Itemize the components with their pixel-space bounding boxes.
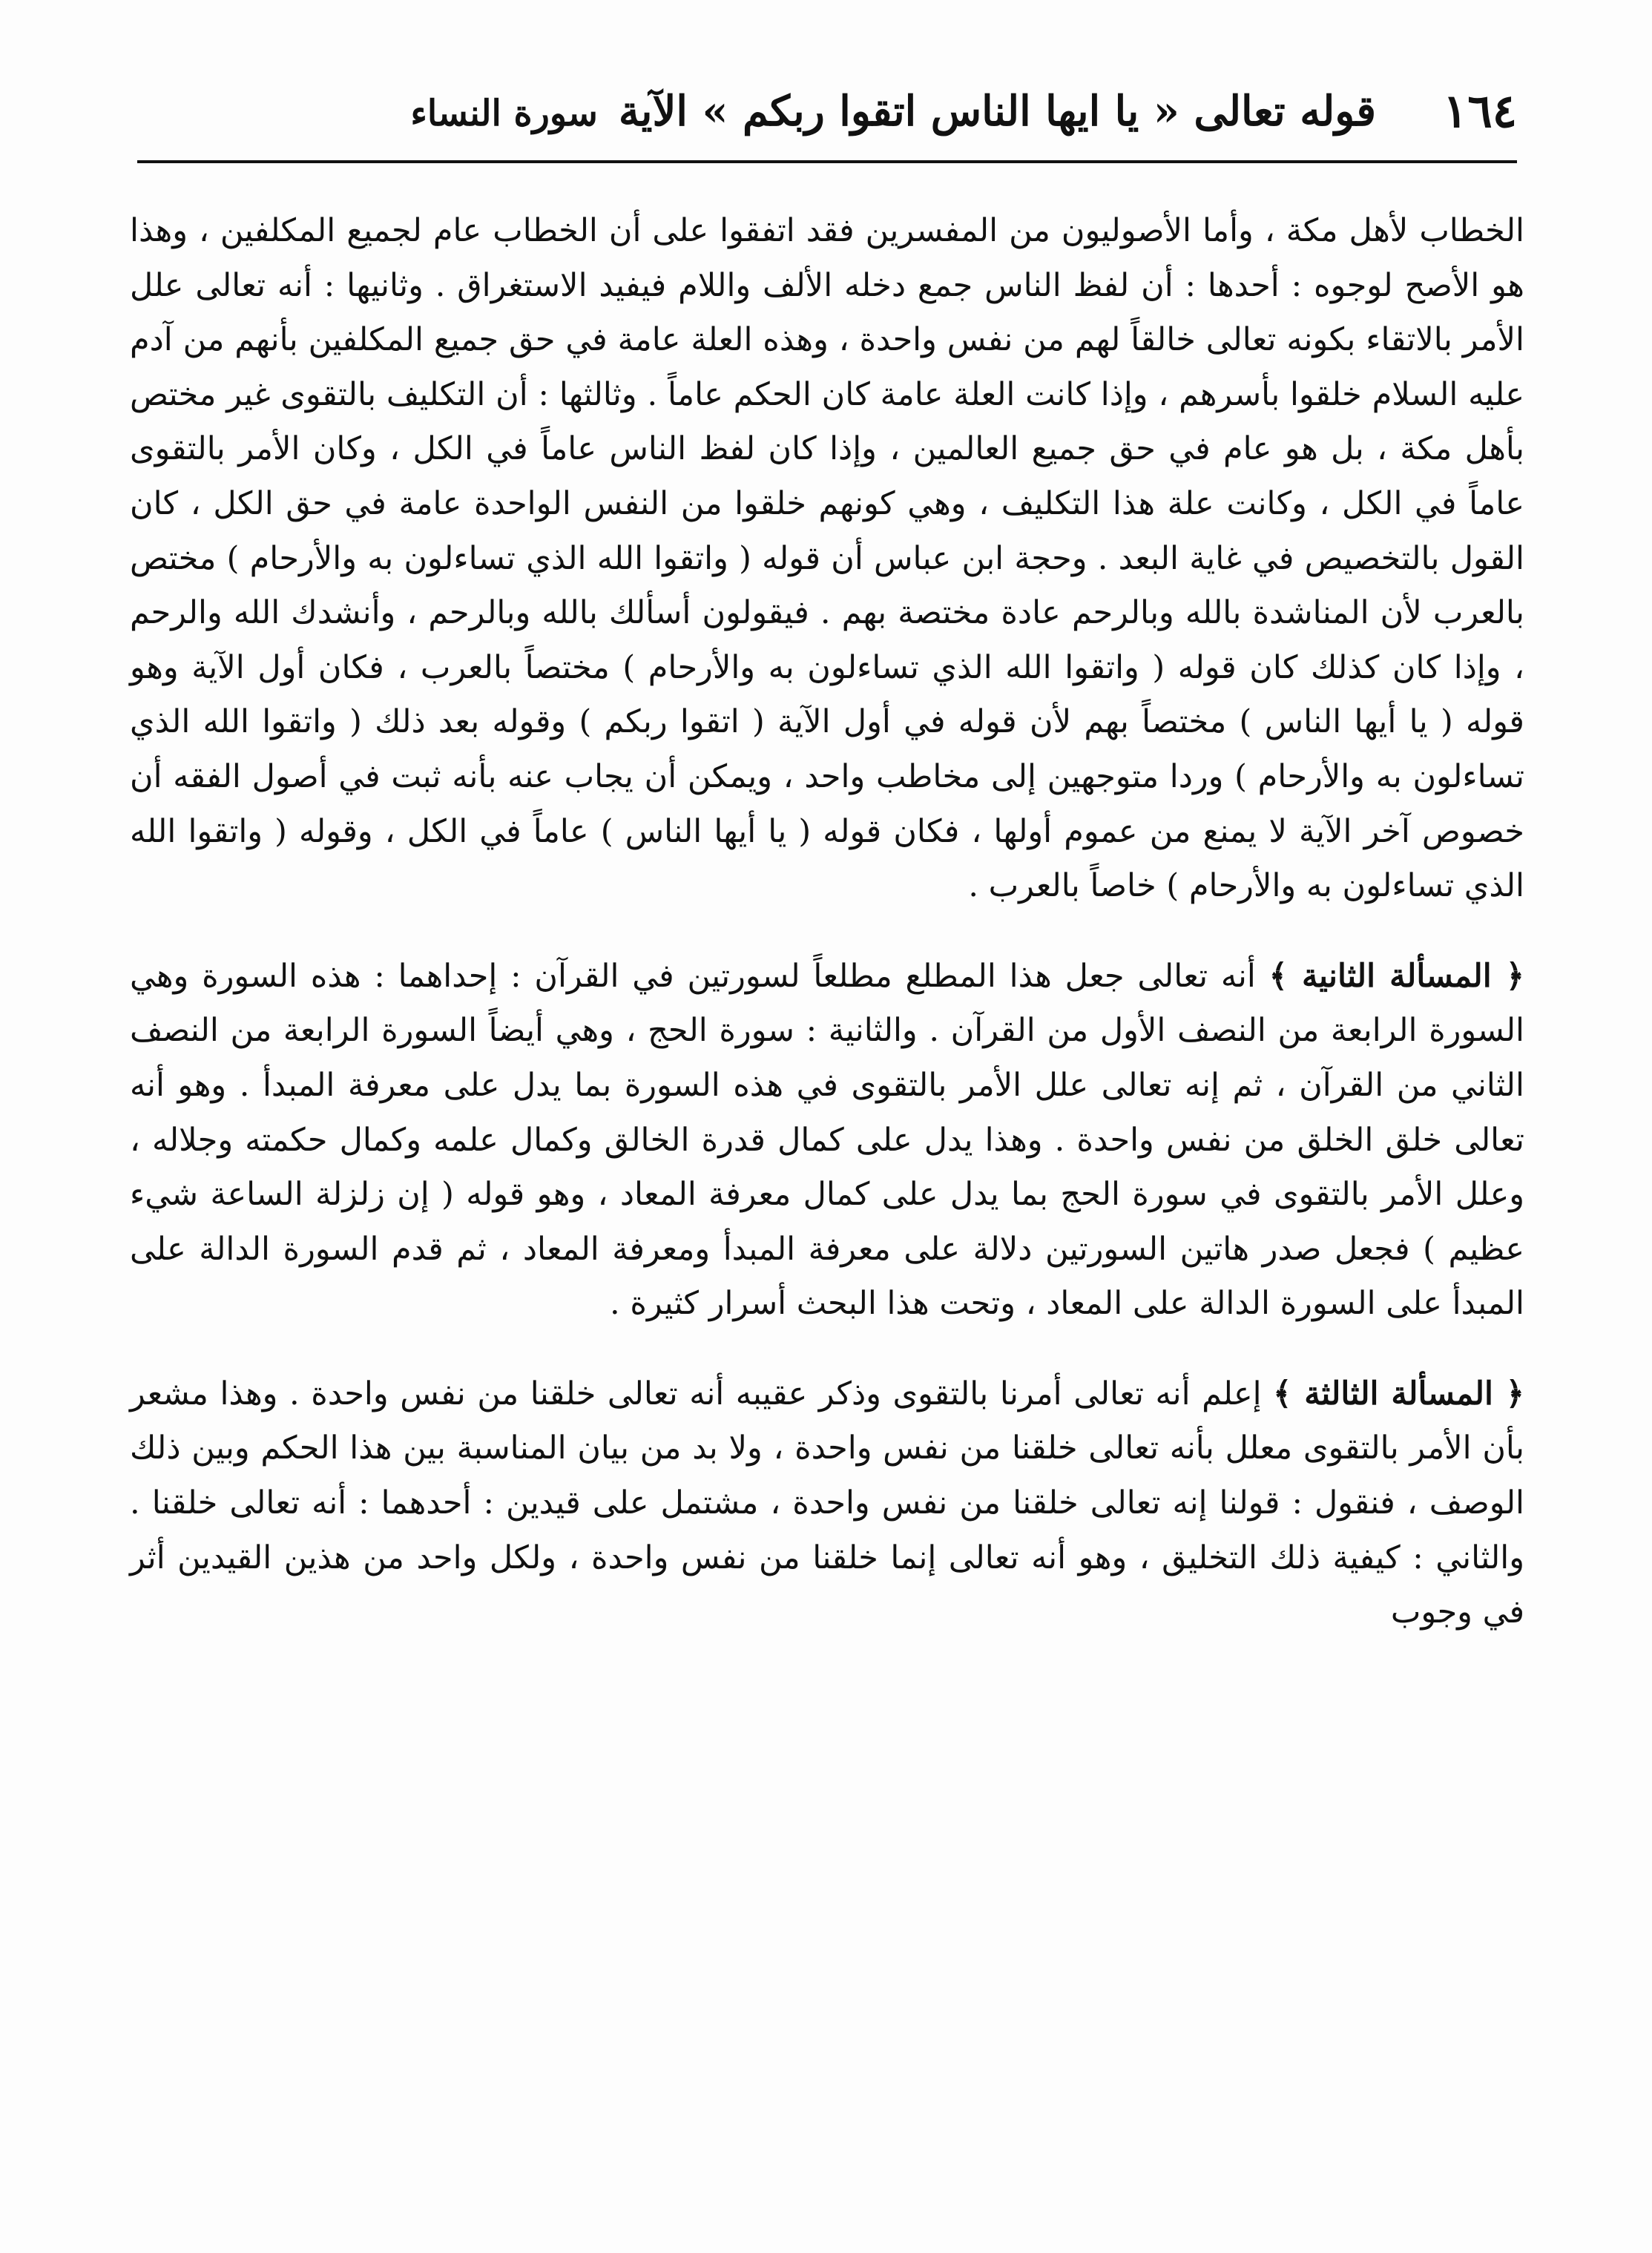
page-number: ١٦٤ — [1443, 84, 1517, 138]
issue-title: ﴿ المسألة الثانية ﴾ — [1268, 957, 1525, 995]
running-title-text: قوله تعالى « يا ايها الناس اتقوا ربكم » الآية — [618, 87, 1376, 136]
paragraph-third-issue — [130, 1367, 1524, 1640]
paragraph-text: إعلم أنه تعالى أمرنا بالتقوى وذكر عقيبه أنه تعالى خلقنا من نفس واحدة . وهذا مشعر بأن الأمر بالتقوى معلل بأنه تعالى خلقنا من نفس واحدة ، ولا بد من بيان المناسبة بين هذا الحكم وبين ذلك الوصف ، فنقول : قولنا إنه تعالى خلقنا من نفس واحدة ، مشتمل على قيدين : أحدهما : أنه تعالى خلقنا . والثاني : كيفية ذلك التخليق ، وهو أنه تعالى إنما خلقنا من نفس واحدة ، ولكل واحد من هذين القيدين أثر في وجوب — [130, 1375, 1524, 1631]
issue-title: ﴿ المسألة الثالثة ﴾ — [1273, 1375, 1524, 1412]
body-text — [130, 204, 1524, 1640]
running-title — [410, 78, 1376, 147]
paragraph-second-issue — [130, 950, 1524, 1332]
paragraph-continuation — [130, 204, 1524, 914]
paragraph-text: الخطاب لأهل مكة ، وأما الأصوليون من المفسرين فقد اتفقوا على أن الخطاب عام لجميع المكلفين ، وهذا هو الأصح لوجوه : أحدها : أن لفظ الناس جمع دخله الألف واللام فيفيد الاستغراق . وثانيها : أنه تعالى علل الأمر بالاتقاء بكونه تعالى خالقاً لهم من نفس واحدة ، وهذه العلة عامة في حق جميع المكلفين بأنهم من آدم عليه السلام خلقوا بأسرهم ، وإذا كانت العلة عامة كان الحكم عاماً . وثالثها : أن التكليف بالتقوى غير مختص بأهل مكة ، بل هو عام في حق جميع العالمين ، وإذا كان لفظ الناس عاماً في الكل ، وكان الأمر بالتقوى عاماً في الكل ، وكانت علة هذا التكليف ، وهي كونهم خلقوا من النفس الواحدة عامة في حق الكل ، كان القول بالتخصيص في غاية البعد . وحجة ابن عباس أن قوله ( واتقوا الله الذي تساءلون به والأرحام ) مختص بالعرب لأن المناشدة بالله وبالرحم عادة مختصة بهم . فيقولون أسألك بالله وبالرحم ، وأنشدك الله والرحم ، وإذا كان كذلك كان قوله ( واتقوا الله الذي تساءلون به والأرحام ) مختصاً بالعرب ، فكان أول الآية وهو قوله ( يا أيها الناس ) مختصاً بهم لأن قوله في أول الآية ( اتقوا ربكم ) وقوله بعد ذلك ( واتقوا الله الذي تساءلون به والأرحام ) وردا متوجهين إلى مخاطب واحد ، ويمكن أن يجاب عنه بأنه ثبت في أصول الفقه أن خصوص آخر الآية لا يمنع من عموم أولها ، فكان قوله ( يا أيها الناس ) عاماً في الكل ، وقوله ( واتقوا الله الذي تساءلون به والأرحام ) خاصاً بالعرب . — [130, 212, 1524, 905]
header-rule — [137, 160, 1517, 163]
surah-name: سورة النساء — [410, 93, 598, 134]
page-header — [137, 70, 1517, 163]
paragraph-text: أنه تعالى جعل هذا المطلع مطلعاً لسورتين في القرآن : إحداهما : هذه السورة وهي السورة الرابعة من النصف الأول من القرآن . والثانية : سورة الحج ، وهي أيضاً السورة الرابعة من النصف الثاني من القرآن ، ثم إنه تعالى علل الأمر بالتقوى في هذه السورة بما يدل على معرفة المبدأ . وهو أنه تعالى خلق الخلق من نفس واحدة . وهذا يدل على كمال قدرة الخالق وكمال علمه وكمال حكمته وجلاله ، وعلل الأمر بالتقوى في سورة الحج بما يدل على كمال معرفة المعاد ، وهو قوله ( إن زلزلة الساعة شيء عظيم ) فجعل صدر هاتين السورتين دلالة على معرفة المبدأ ومعرفة المعاد ، ثم قدم السورة الدالة على المبدأ على السورة الدالة على المعاد ، وتحت هذا البحث أسرار كثيرة . — [130, 957, 1524, 1323]
